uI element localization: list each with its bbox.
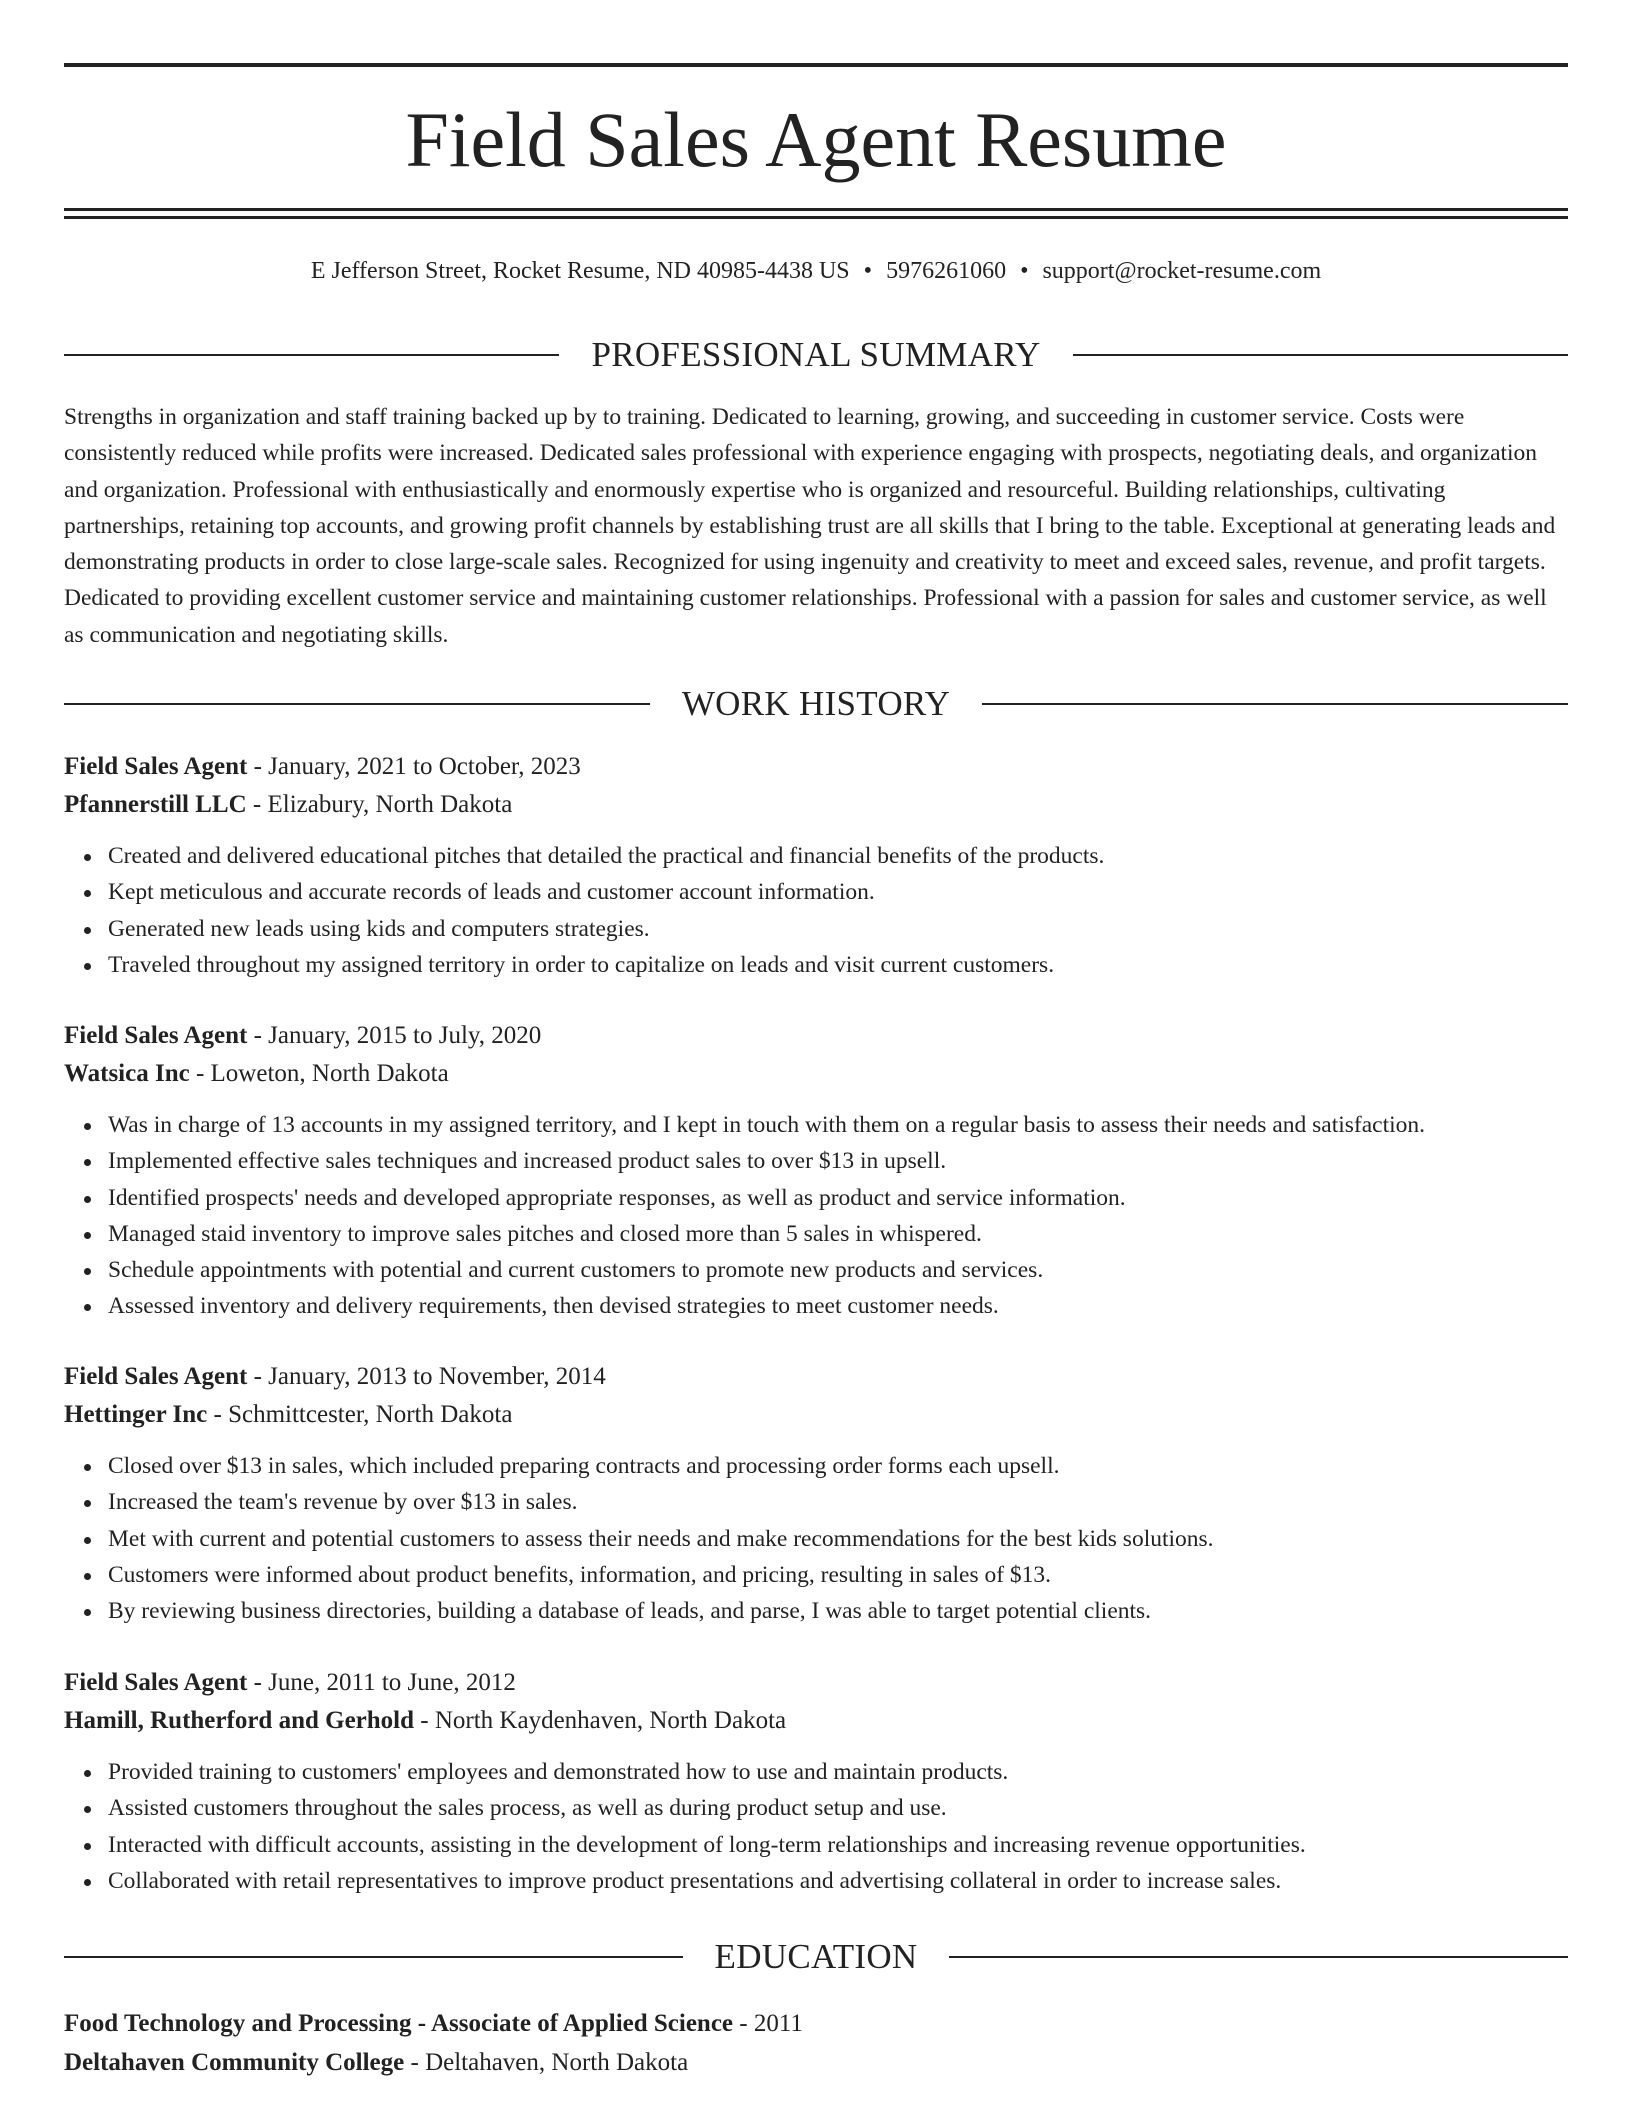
job-dates: - January, 2013 to November, 2014 [247, 1363, 606, 1390]
job-role: Field Sales Agent [64, 1363, 248, 1390]
job-dates: - June, 2011 to June, 2012 [247, 1669, 516, 1696]
list-item: Interacted with difficult accounts, assisting in the development of long-term relationships and increasing revenue opportunities. [108, 1827, 1568, 1863]
list-item: Created and delivered educational pitches that detailed the practical and financial benefits of the products. [108, 838, 1568, 874]
section-title: PROFESSIONAL SUMMARY [591, 335, 1041, 374]
job-title-line [64, 1664, 1568, 1702]
job-role: Field Sales Agent [64, 753, 248, 780]
title-bottom-rule-second [64, 216, 1568, 219]
contact-address: E Jefferson Street, Rocket Resume, ND 40985-4438 US [310, 258, 850, 284]
education-degree-line [64, 2004, 1568, 2043]
education-degree: Food Technology and Processing - Associate of Applied Science [64, 2010, 734, 2037]
summary-paragraph: Strengths in organization and staff training backed up by to training. Dedicated to learning, growing, and succeeding in customer service. Costs were consistently reduced while profits were increased. Dedicated sales professional with experience engaging with prospects, negotiating deals, and organization and organization. Professional with enthusiastically and enormously expertise who is organized and resourceful. Building relationships, cultivating partnerships, retaining top accounts, and growing profit channels by establishing trust are all skills that I bring to the table. Exceptional at generating leads and demonstrating products in order to close large-scale sales. Recognized for using ingenuity and creativity to meet and exceed sales, revenue, and profit targets. Dedicated to providing excellent customer service and maintaining customer relationships. Professional with a passion for sales and customer service, as well as communication and negotiating skills. [64, 404, 1556, 648]
job-title-line [64, 1358, 1568, 1396]
job-company: Pfannerstill LLC [64, 791, 247, 818]
list-item: Was in charge of 13 accounts in my assigned territory, and I kept in touch with them on a regular basis to assess their needs and satisfaction. [108, 1107, 1568, 1143]
job-entry [64, 1358, 1568, 1629]
job-company-line [64, 1702, 1568, 1740]
education-school-line [64, 2043, 1568, 2082]
job-location: - Loweton, North Dakota [189, 1060, 449, 1087]
job-dates: - January, 2015 to July, 2020 [247, 1022, 542, 1049]
section-rule-right [1073, 354, 1568, 356]
section-header-summary [64, 335, 1568, 375]
list-item: Assessed inventory and delivery requirements, then devised strategies to meet customer needs. [108, 1288, 1568, 1324]
contact-phone: 5976261060 [886, 258, 1007, 284]
job-entry [64, 1017, 1568, 1325]
job-location: - North Kaydenhaven, North Dakota [414, 1707, 787, 1734]
list-item: Kept meticulous and accurate records of leads and customer account information. [108, 874, 1568, 910]
section-rule-left [64, 354, 559, 356]
education-entry [64, 2004, 1568, 2082]
list-item: By reviewing business directories, building a database of leads, and parse, I was able to target potential clients. [108, 1593, 1568, 1629]
job-title-line [64, 1017, 1568, 1055]
job-location: - Elizabury, North Dakota [246, 791, 513, 818]
list-item: Implemented effective sales techniques and increased product sales to over $13 in upsell. [108, 1143, 1568, 1179]
list-item: Customers were informed about product benefits, information, and pricing, resulting in sales of $13. [108, 1557, 1568, 1593]
section-title: WORK HISTORY [681, 684, 951, 723]
section-header-education [64, 1937, 1568, 1977]
list-item: Identified prospects' needs and developed appropriate responses, as well as product and service information. [108, 1180, 1568, 1216]
job-company-line [64, 786, 1568, 824]
section-rule-right [982, 703, 1568, 705]
job-company: Watsica Inc [64, 1060, 190, 1087]
list-item: Increased the team's revenue by over $13 in sales. [108, 1484, 1568, 1520]
contact-separator: • [863, 258, 873, 284]
list-item: Managed staid inventory to improve sales pitches and closed more than 5 sales in whispered. [108, 1216, 1568, 1252]
job-bullets [64, 1448, 1568, 1629]
list-item: Assisted customers throughout the sales process, as well as during product setup and use. [108, 1790, 1568, 1826]
job-title-line [64, 748, 1568, 786]
list-item: Traveled throughout my assigned territory in order to capitalize on leads and visit current customers. [108, 947, 1568, 983]
list-item: Provided training to customers' employees and demonstrated how to use and maintain products. [108, 1754, 1568, 1790]
job-bullets [64, 838, 1568, 983]
job-bullets [64, 1754, 1568, 1899]
list-item: Collaborated with retail representatives to improve product presentations and advertising collateral in order to increase sales. [108, 1863, 1568, 1899]
education-year: - 2011 [733, 2010, 803, 2037]
education-school: Deltahaven Community College [64, 2049, 405, 2076]
job-location: - Schmittcester, North Dakota [207, 1401, 513, 1428]
section-title: EDUCATION [714, 1937, 918, 1976]
list-item: Met with current and potential customers to assess their needs and make recommendations for the best kids solutions. [108, 1521, 1568, 1557]
job-role: Field Sales Agent [64, 1022, 248, 1049]
list-item: Closed over $13 in sales, which included preparing contracts and processing order forms each upsell. [108, 1448, 1568, 1484]
title-top-rule [64, 63, 1568, 67]
section-header-work-history [64, 684, 1568, 724]
job-company-line [64, 1396, 1568, 1434]
job-entry [64, 1664, 1568, 1899]
education-location: - Deltahaven, North Dakota [404, 2049, 689, 2076]
job-company: Hamill, Rutherford and Gerhold [64, 1707, 415, 1734]
list-item: Generated new leads using kids and computers strategies. [108, 911, 1568, 947]
section-rule-right [949, 1956, 1568, 1958]
list-item: Schedule appointments with potential and current customers to promote new products and services. [108, 1252, 1568, 1288]
job-dates: - January, 2021 to October, 2023 [247, 753, 581, 780]
resume-title: Field Sales Agent Resume [405, 96, 1227, 183]
contact-separator: • [1020, 258, 1029, 284]
contact-email: support@rocket-resume.com [1042, 258, 1322, 284]
job-bullets [64, 1107, 1568, 1325]
section-rule-left [64, 1956, 683, 1958]
job-role: Field Sales Agent [64, 1669, 248, 1696]
job-entry [64, 748, 1568, 983]
job-company: Hettinger Inc [64, 1401, 208, 1428]
job-company-line [64, 1055, 1568, 1093]
contact-line [64, 254, 1568, 288]
title-bottom-rule [64, 208, 1568, 211]
section-rule-left [64, 703, 650, 705]
